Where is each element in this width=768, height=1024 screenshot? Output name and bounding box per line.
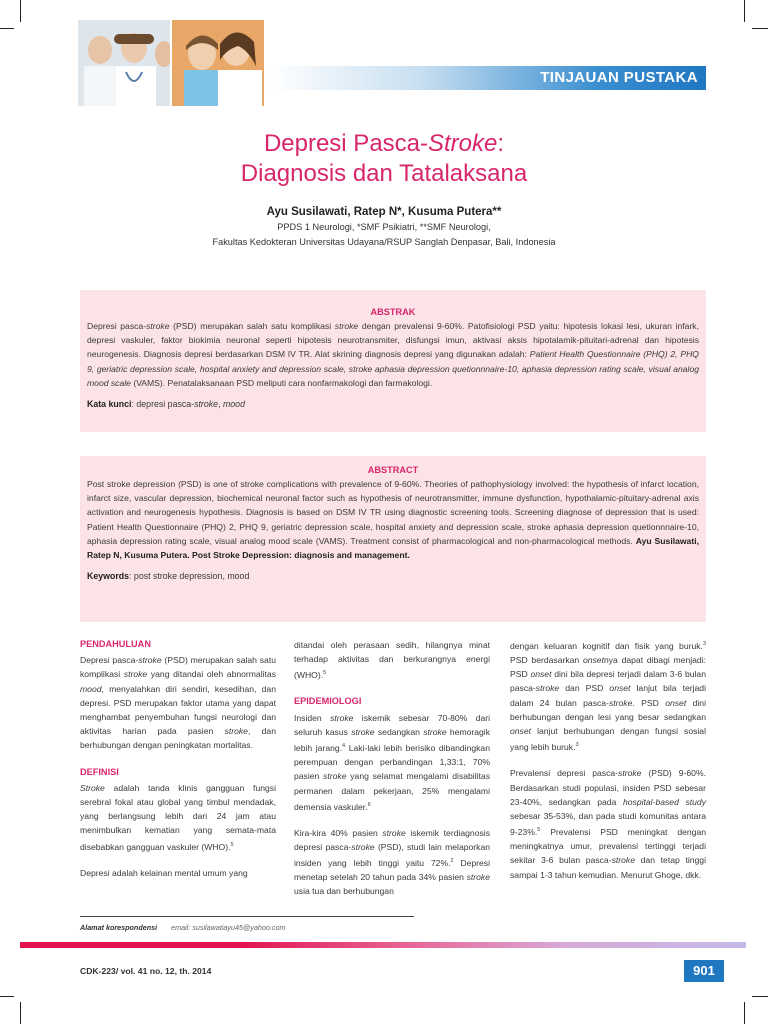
footer-stripe: [20, 942, 746, 948]
section-label: TINJAUAN PUSTAKA: [540, 69, 698, 86]
paragraph: Insiden stroke iskemik sebesar 70-80% dari seluruh kasus stroke sedangkan stroke hemoragik lebih jarang.$^4$ Laki-laki lebih berisiko dibandingkan perempuan dengan perbandingan 1,33:1, 70% pasien stroke yang selamat mengalami disabilitas permanen dalam pekerjaan, 25% mengalami demensia vaskuler.$^6$: [294, 712, 491, 812]
body-column-1: [80, 637, 276, 892]
header-photo-nurse-child: [172, 20, 264, 106]
paragraph: Depresi adalah kelainan mental umum yang: [80, 867, 248, 878]
paragraph: Kira-kira 40% pasien stroke iskemik terdiagnosis depresi pasca-stroke (PSD), studi lain melaporkan insiden yang lebih tinggi yaitu 72%.$^2$ Depresi menetap setelah 20 tahun pada 34% pasien stroke usia tua dan berhubungan: [294, 827, 491, 897]
correspondence-email[interactable]: email: susilawatiayu45@yahoo.com: [171, 923, 286, 932]
article-title-line2: Diagnosis dan Tatalaksana: [240, 160, 528, 187]
affiliation-line: PPDS 1 Neurologi, *SMF Psikiatri, **SMF Neurologi,: [277, 222, 491, 232]
abstrak-heading: ABSTRAK: [370, 307, 416, 317]
crop-mark: [752, 996, 768, 997]
crop-mark: [20, 1002, 21, 1024]
footnote-rule: [80, 916, 414, 917]
crop-mark: [0, 996, 14, 997]
page-number: 901: [684, 960, 724, 982]
article-title-line1: Depresi Pasca-Stroke:: [263, 130, 505, 157]
section-banner: [268, 66, 706, 90]
section-heading-epidemiologi: EPIDEMIOLOGI: [294, 696, 362, 707]
abstrak-box: [80, 290, 706, 432]
header-photo-doctors: [78, 20, 170, 106]
affiliation-line: Fakultas Kedokteran Universitas Udayana/RSUP Sanglah Denpasar, Bali, Indonesia: [212, 237, 556, 247]
abstract-body: Post stroke depression (PSD) is one of stroke complications with prevalence of 9-60%. Theories of pathophysiology involved: the hypothesis of infarct location, infarct size, vascular depression, biochemical neuronal factor such as hypothesis of neurotransmitter, immune dysfunction, hypothalamic-pituitary-adrenal axis activation and neurogenesis hypothesis. Diagnosis is based on DSM IV TR using diagnostic screening tools. Screening diagnose of depression that is used: Patient Health Questionnaire (PHQ) 2, PHQ 9, geriatric depression scale, hospital anxiety and depression scale, stroke aphasia depression quetionnnaire-10, aphasia depression rating scale, visual analog mood scale (VAMS). Treatment consist of pharmacological and non-pharmacological methods. Ayu Susilawati, Ratep N, Kusuma Putera. Post Stroke Depression: diagnosis and management.: [87, 479, 699, 561]
body-column-2: [294, 638, 490, 911]
body-column-3: [510, 637, 706, 894]
abstract-box: [80, 456, 706, 622]
crop-mark: [752, 28, 768, 29]
paragraph: Prevalensi depresi pasca-stroke (PSD) 9-60%. Berdasarkan studi populasi, insiden PSD sebesar 23-40%, sedangkan pada hospital-based study sebesar 35-53%, dan pada studi komunitas antara 9-23%.$^5$ Prevalensi PSD meningkat dengan meningkatnya umur, prevalensi tertinggi terjadi sekitar 3-6 bulan pasca-stroke dan tetap tinggi sampai 1-3 tahun kemudian. Menurut Ghoge, dkk.: [510, 768, 707, 880]
author-list: Ayu Susilawati, Ratep N*, Kusuma Putera**: [266, 206, 502, 218]
paragraph: Depresi pasca-stroke (PSD) merupakan salah satu komplikasi stroke yang ditandai oleh abnormalitas mood, menyalahkan diri sendiri, kesedihan, dan depresi. PSD merupakan faktor utama yang dapat menghambat penyembuhan fungsi neurologi dan aktivitas harian pada pasien stroke, dan berhubungan dengan peningkatan mortalitas.: [80, 655, 277, 751]
section-heading-definisi: DEFINISI: [80, 766, 119, 777]
crop-mark: [744, 1002, 745, 1024]
journal-citation: CDK-223/ vol. 41 no. 12, th. 2014: [80, 966, 212, 976]
crop-mark: [0, 28, 14, 29]
section-heading-pendahuluan: PENDAHULUAN: [80, 639, 151, 649]
abstrak-keywords: Kata kunci: depresi pasca-stroke, mood: [87, 399, 245, 410]
abstract-keywords: Keywords: post stroke depression, mood: [87, 571, 250, 582]
abstrak-body: Depresi pasca-stroke (PSD) merupakan salah satu komplikasi stroke dengan prevalensi 9-60%. Patofisiologi PSD yaitu: hipotesis lokasi lesi, ukuran infark, depresi vaskuler, faktor biokimia neuronal seperti hipotesis neurotransmiter, disfungsi imun, aktivasi aksis hipotalamik-pituitari-adrenal dan hipotesis neurogenesis. Diagnosis depresi berdasarkan DSM IV TR. Alat skrining diagnosis depresi yang digunakan adalah: Patient Health Questionnaire (PHQ) 2, PHQ 9, geriatric depression scale, hospital anxiety and depression scale, stroke aphasia depression quetionnnaire-10, aphasia depression rating scale, visual analog mood scale (VAMS). Penatalaksanaan PSD meliputi cara nonfarmakologi dan farmakologi.: [87, 321, 699, 388]
correspondence-footnote: Alamat korespondensi email: susilawatiayu45@yahoo.com: [80, 923, 286, 932]
paragraph: dengan keluaran kognitif dan fisik yang buruk.$^3$ PSD berdasarkan onsetnya dapat dibagi menjadi: PSD onset dini bila depresi terjadi dalam 3-6 bulan pasca-stroke dan PSD onset lanjut bila terjadi dalam 24 bulan pasca-stroke. PSD onset dini berhubungan dengan lesi yang besar sedangkan onset lanjut berhubungan dengan fungsi sosial yang lebih buruk.$^3$: [510, 640, 706, 753]
paragraph: Stroke adalah tanda klinis gangguan fungsi serebral fokal atau global yang timbul mendadak, yang berlangsung lebih dari 24 jam atau menimbulkan kematian yang semata-mata disebabkan gangguan vaskuler (WHO).$^5$: [80, 782, 276, 852]
crop-mark: [20, 0, 21, 22]
abstract-heading: ABSTRACT: [367, 465, 419, 475]
crop-mark: [744, 0, 745, 22]
paragraph: ditandai oleh perasaan sedih, hilangnya minat terhadap aktivitas dan berkurangnya energi (WHO).$^5$: [294, 640, 490, 681]
